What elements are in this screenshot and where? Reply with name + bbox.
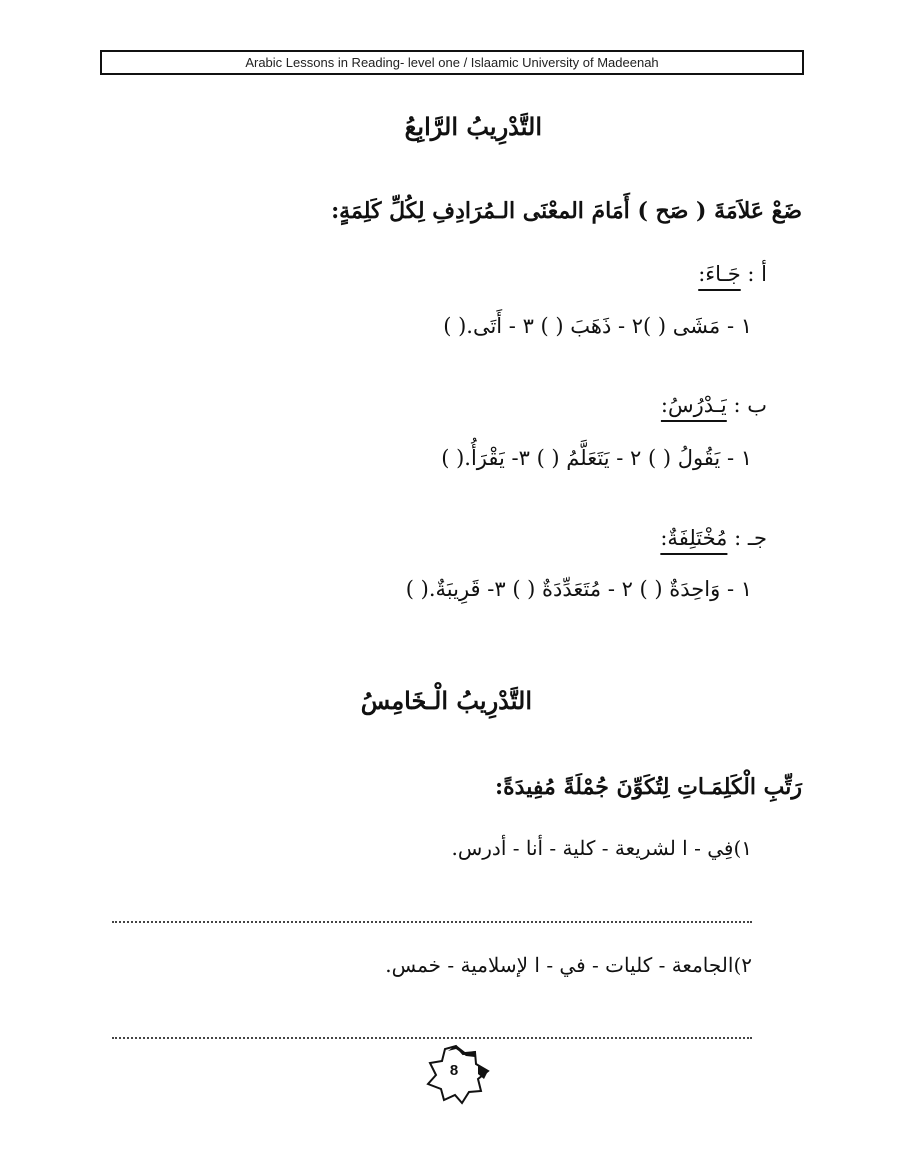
answer-line-2 — [112, 1037, 752, 1039]
item-b-options: ١ - يَقُولُ ( ) ٢ - يَتَعَلَّمُ ( ) ٣- يَقْرَأُ.( ) — [441, 446, 752, 470]
item-a-options: ١ - مَشَى ( )٢ - ذَهَبَ ( ) ٣ - أَتَى.( ) — [443, 314, 752, 338]
exercise-5-title: التَّدْرِيبُ الْـخَامِسُ — [360, 686, 532, 715]
item-b-letter: ب : — [733, 393, 767, 417]
running-header — [100, 50, 804, 75]
item-b-word: يَـدْرُسُ: — [660, 393, 727, 417]
exercise-4-title: التَّدْرِيبُ الرَّابِعُ — [404, 112, 542, 141]
sentence-2: ٢)الجامعة - كليات - في - ا لإسلامية - خمس. — [385, 953, 752, 977]
exercise-5-instruction: رَتِّبِ الْكَلِمَـاتِ لِتُكَوِّنَ جُمْلَةً مُفِيدَةً: — [495, 774, 802, 800]
item-b-label — [661, 393, 767, 417]
answer-line-1 — [112, 921, 752, 923]
item-c-options: ١ - وَاحِدَةٌ ( ) ٢ - مُتَعَدِّدَةٌ ( ) ٣- قَرِيبَةٌ.( ) — [405, 577, 752, 601]
item-a-label — [698, 262, 767, 286]
page-number: 8 — [449, 1062, 459, 1079]
running-header-text: Arabic Lessons in Reading- level one / Islaamic University of Madeenah — [245, 55, 659, 70]
item-a-word: جَـاءَ: — [698, 262, 741, 286]
item-c-label — [660, 526, 767, 550]
sentence-1: ١)فِي - ا لشريعة - كلية - أنا - أدرس. — [451, 836, 752, 860]
item-a-letter: أ : — [747, 262, 767, 286]
item-c-letter: جـ : — [734, 526, 767, 550]
item-c-word: مُخْتَلِفَةٌ: — [660, 526, 728, 550]
exercise-4-instruction: ضَعْ عَلاَمَةَ ( صَح ) أَمَامَ المعْنَى الـمُرَادِفِ لِكُلِّ كَلِمَةٍ: — [331, 198, 802, 224]
